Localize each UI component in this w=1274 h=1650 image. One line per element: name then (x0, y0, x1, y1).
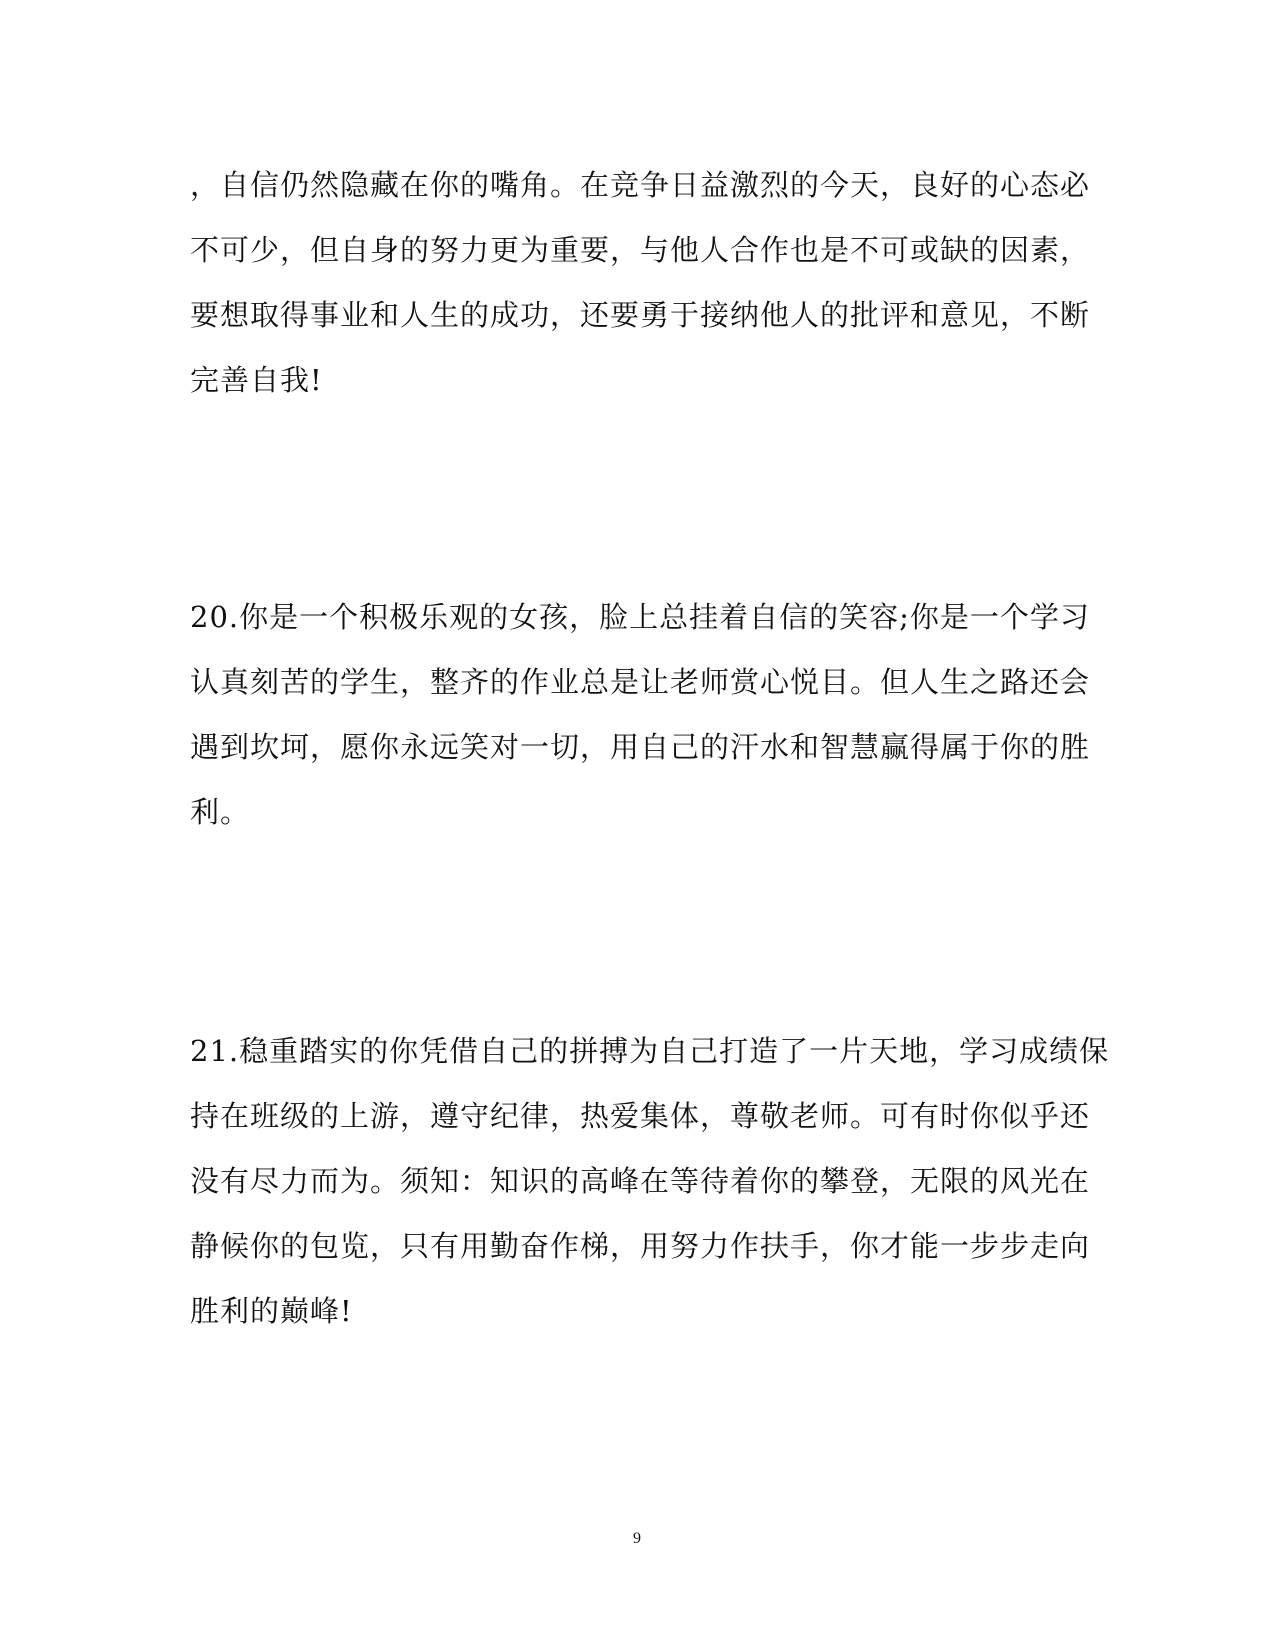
text-line: 没有尽力而为。须知：知识的高峰在等待着你的攀登，无限的风光在 (190, 1164, 1091, 1198)
page-number: 9 (633, 1530, 641, 1547)
text-line: 要想取得事业和人生的成功，还要勇于接纳他人的批评和意见，不断 (190, 298, 1091, 332)
text-line: 完善自我! (190, 363, 323, 397)
text-line: ，自信仍然隐藏在你的嘴角。在竞争日益激烈的今天，良好的心态必 (190, 168, 1091, 202)
text-line: 持在班级的上游，遵守纪律，热爱集体，尊敬老师。可有时你似乎还 (190, 1099, 1091, 1133)
text-line: 认真刻苦的学生，整齐的作业总是让老师赏心悦目。但人生之路还会 (190, 665, 1091, 699)
text-line: 不可少，但自身的努力更为重要，与他人合作也是不可或缺的因素， (190, 233, 1091, 267)
text-line: 遇到坎坷，愿你永远笑对一切，用自己的汗水和智慧赢得属于你的胜 (190, 730, 1091, 764)
text-line: 静候你的包览，只有用勤奋作梯，用努力作扶手，你才能一步步走向 (190, 1229, 1091, 1263)
text-line: 胜利的巅峰! (190, 1294, 353, 1328)
text-line: 20.你是一个积极乐观的女孩，脸上总挂着自信的笑容;你是一个学习 (190, 600, 1090, 634)
text-line: 21.稳重踏实的你凭借自己的拼搏为自己打造了一片天地，学习成绩保 (190, 1034, 1110, 1068)
text-line: 利。 (190, 795, 251, 829)
